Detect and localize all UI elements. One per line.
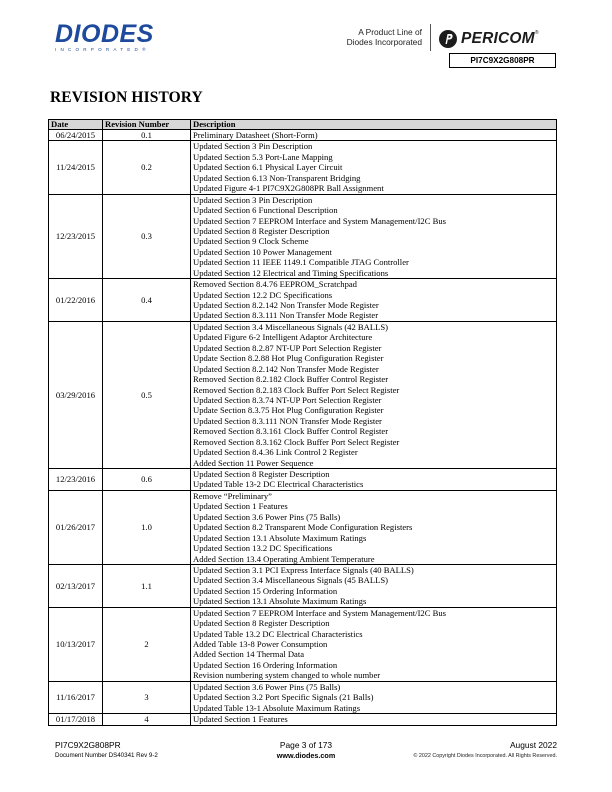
header-revision-number: Revision Number	[103, 120, 191, 130]
description-line: Update Section 8.3.75 Hot Plug Configuration Register	[193, 405, 384, 416]
description-line: Updated Section 8 Register Description	[193, 469, 330, 480]
revision-number: 2	[103, 607, 191, 681]
pericom-logo	[438, 27, 539, 51]
revision-date: 01/17/2018	[49, 714, 103, 725]
description-line: Updated Section 5.3 Port-Lane Mapping	[193, 151, 333, 162]
description-line: Updated Section 6.13 Non-Transparent Bridging	[193, 172, 361, 183]
description-line: Updated Section 13.1 Absolute Maximum Ratings	[193, 532, 367, 543]
revision-description	[191, 681, 557, 713]
description-line: Preliminary Datasheet (Short-Form)	[193, 130, 318, 140]
header-description: Description	[191, 120, 557, 130]
description-line: Updated Section 3.6 Power Pins (75 Balls)	[193, 681, 341, 692]
description-line: Update Section 8.2.88 Hot Plug Configuration Register	[193, 353, 384, 364]
revision-date: 01/26/2017	[49, 490, 103, 564]
table-row	[49, 490, 557, 564]
description-line: Updated Section 8.4.36 Link Control 2 Register	[193, 447, 358, 458]
description-line: Updated Section 3 Pin Description	[193, 194, 313, 205]
description-line: Updated Section 12.2 DC Specifications	[193, 289, 333, 300]
description-line: Removed Section 8.2.183 Clock Buffer Port Select Register	[193, 384, 400, 395]
footer-part-number: PI7C9X2G808PR	[55, 740, 121, 750]
revision-number: 0.2	[103, 141, 191, 194]
table-row	[49, 607, 557, 681]
footer-right	[380, 740, 557, 759]
description-line: Updated Section 8.3.111 Non Transfer Mode Register	[193, 310, 379, 321]
product-line-caption	[336, 27, 422, 47]
revision-number: 0.5	[103, 321, 191, 468]
diodes-logo	[55, 22, 165, 56]
revision-date: 10/13/2017	[49, 607, 103, 681]
description-line: Updated Section 7 EEPROM Interface and System Management/I2C Bus	[193, 607, 446, 618]
table-header-row	[49, 120, 557, 130]
description-line: Updated Section 6.1 Physical Layer Circuit	[193, 162, 343, 173]
revision-description	[191, 564, 557, 607]
description-line: Updated Section 7 EEPROM Interface and System Management/I2C Bus	[193, 215, 446, 226]
pericom-p-icon	[438, 29, 458, 49]
revision-number: 1.0	[103, 490, 191, 564]
description-line: Updated Section 9 Clock Scheme	[193, 236, 309, 247]
product-line-1: A Product Line of	[358, 27, 422, 37]
revision-number: 1.1	[103, 564, 191, 607]
description-line: Revision numbering system changed to whole number	[193, 670, 381, 681]
table-row	[49, 194, 557, 279]
description-line: Updated Section 3.1 PCI Express Interface Signals (40 BALLS)	[193, 564, 414, 575]
description-line: Updated Section 8.2.142 Non Transfer Mode Register	[193, 363, 379, 374]
description-line: Updated Section 1 Features	[193, 501, 288, 512]
description-line: Updated Section 8 Register Description	[193, 225, 330, 236]
description-line: Updated Section 3.4 Miscellaneous Signals (42 BALLS)	[193, 321, 389, 332]
table-row	[49, 469, 557, 491]
description-line: Updated Section 3 Pin Description	[193, 141, 313, 152]
footer-center	[256, 740, 356, 760]
description-line: Updated Section 8.2.87 NT-UP Port Selection Register	[193, 342, 382, 353]
revision-description	[191, 194, 557, 279]
pericom-logo-label: PERICOM	[461, 30, 535, 47]
diodes-logo-text: DIODES	[55, 20, 154, 48]
description-line: Updated Table 13-1 Absolute Maximum Ratings	[193, 702, 361, 713]
description-line: Updated Section 8.3.74 NT-UP Port Selection Register	[193, 394, 382, 405]
revision-number: 4	[103, 714, 191, 725]
revision-description	[191, 490, 557, 564]
description-line: Updated Section 8 Register Description	[193, 618, 330, 629]
revision-date: 02/13/2017	[49, 564, 103, 607]
table-row	[49, 564, 557, 607]
revision-number: 0.1	[103, 130, 191, 141]
revision-date: 06/24/2015	[49, 130, 103, 141]
revision-date: 12/23/2016	[49, 469, 103, 491]
description-line: Updated Section 13.2 DC Specifications	[193, 543, 333, 554]
table-row	[49, 681, 557, 713]
revision-number: 3	[103, 681, 191, 713]
footer-date: August 2022	[509, 740, 557, 750]
description-line: Updated Table 13.2 DC Electrical Characteristics	[193, 628, 363, 639]
table-row	[49, 279, 557, 322]
revision-number: 0.4	[103, 279, 191, 322]
diodes-logo-subtext: INCORPORATED®	[55, 47, 146, 52]
revision-rows	[49, 130, 557, 726]
revision-date: 11/24/2015	[49, 141, 103, 194]
header-divider	[430, 24, 431, 51]
revision-history-table	[48, 119, 557, 726]
revision-description	[191, 130, 557, 141]
description-line: Updated Section 12 Electrical and Timing Specifications	[193, 267, 389, 278]
description-line: Removed Section 8.2.182 Clock Buffer Control Register	[193, 374, 389, 385]
revision-date: 01/22/2016	[49, 279, 103, 322]
description-line: Removed Section 8.3.162 Clock Buffer Port Select Register	[193, 436, 400, 447]
description-line: Updated Section 3.6 Power Pins (75 Balls)	[193, 511, 341, 522]
revision-description	[191, 321, 557, 468]
description-line: Updated Figure 4-1 PI7C9X2G808PR Ball Assignment	[193, 183, 384, 194]
revision-description	[191, 714, 557, 725]
description-line: Updated Section 11 IEEE 1149.1 Compatible JTAG Controller	[193, 257, 409, 268]
revision-number: 0.6	[103, 469, 191, 491]
description-line: Added Section 13.4 Operating Ambient Temperature	[193, 553, 375, 564]
description-line: Updated Section 16 Ordering Information	[193, 659, 338, 670]
description-line: Updated Section 8.3.111 NON Transfer Mode Register	[193, 415, 382, 426]
revision-description	[191, 141, 557, 194]
description-line: Updated Section 6 Functional Description	[193, 205, 338, 216]
revision-date: 11/16/2017	[49, 681, 103, 713]
description-line: Updated Section 8.2.142 Non Transfer Mode Register	[193, 300, 379, 311]
description-line: Added Table 13-8 Power Consumption	[193, 639, 328, 650]
pericom-logo-text: PERICOM®	[461, 30, 539, 47]
page-title: REVISION HISTORY	[50, 89, 203, 106]
footer-website: www.diodes.com	[276, 751, 336, 760]
table-row	[49, 714, 557, 725]
header-part-number: PI7C9X2G808PR	[449, 53, 556, 68]
description-line: Added Section 14 Thermal Data	[193, 649, 305, 660]
description-line: Updated Section 10 Power Management	[193, 246, 332, 257]
description-line: Added Section 11 Power Sequence	[193, 457, 314, 468]
description-line: Removed Section 8.4.76 EEPROM_Scratchpad	[193, 279, 357, 290]
footer-copyright: © 2022 Copyright Diodes Incorporated. All Rights Reserved.	[413, 753, 557, 759]
description-line: Updated Section 8.2 Transparent Mode Configuration Registers	[193, 522, 413, 533]
footer-left	[55, 740, 158, 759]
description-line: Updated Table 13-2 DC Electrical Characteristics	[193, 479, 364, 490]
description-line: Remove “Preliminary”	[193, 490, 272, 501]
description-line: Removed Section 8.3.161 Clock Buffer Control Register	[193, 426, 389, 437]
revision-description	[191, 469, 557, 491]
header-date: Date	[49, 120, 103, 130]
diodes-logo-sub-label: INCORPORATED	[55, 47, 143, 52]
description-line: Updated Section 13.1 Absolute Maximum Ratings	[193, 596, 367, 607]
footer-document-number: Document Number DS40341 Rev 9-2	[55, 752, 158, 759]
description-line: Updated Section 3.4 Miscellaneous Signals (45 BALLS)	[193, 575, 389, 586]
product-line-2: Diodes Incorporated	[346, 37, 422, 47]
description-line: Updated Section 3.2 Port Specific Signals (21 Balls)	[193, 692, 374, 703]
revision-description	[191, 607, 557, 681]
description-line: Updated Section 1 Features	[193, 714, 288, 725]
revision-number: 0.3	[103, 194, 191, 279]
table-row	[49, 130, 557, 141]
description-line: Updated Figure 6-2 Intelligent Adaptor Architecture	[193, 332, 373, 343]
table-row	[49, 321, 557, 468]
table-row	[49, 141, 557, 194]
revision-date: 12/23/2015	[49, 194, 103, 279]
revision-description	[191, 279, 557, 322]
footer-page-number: Page 3 of 173	[279, 740, 333, 750]
description-line: Updated Section 15 Ordering Information	[193, 585, 338, 596]
revision-date: 03/29/2016	[49, 321, 103, 468]
